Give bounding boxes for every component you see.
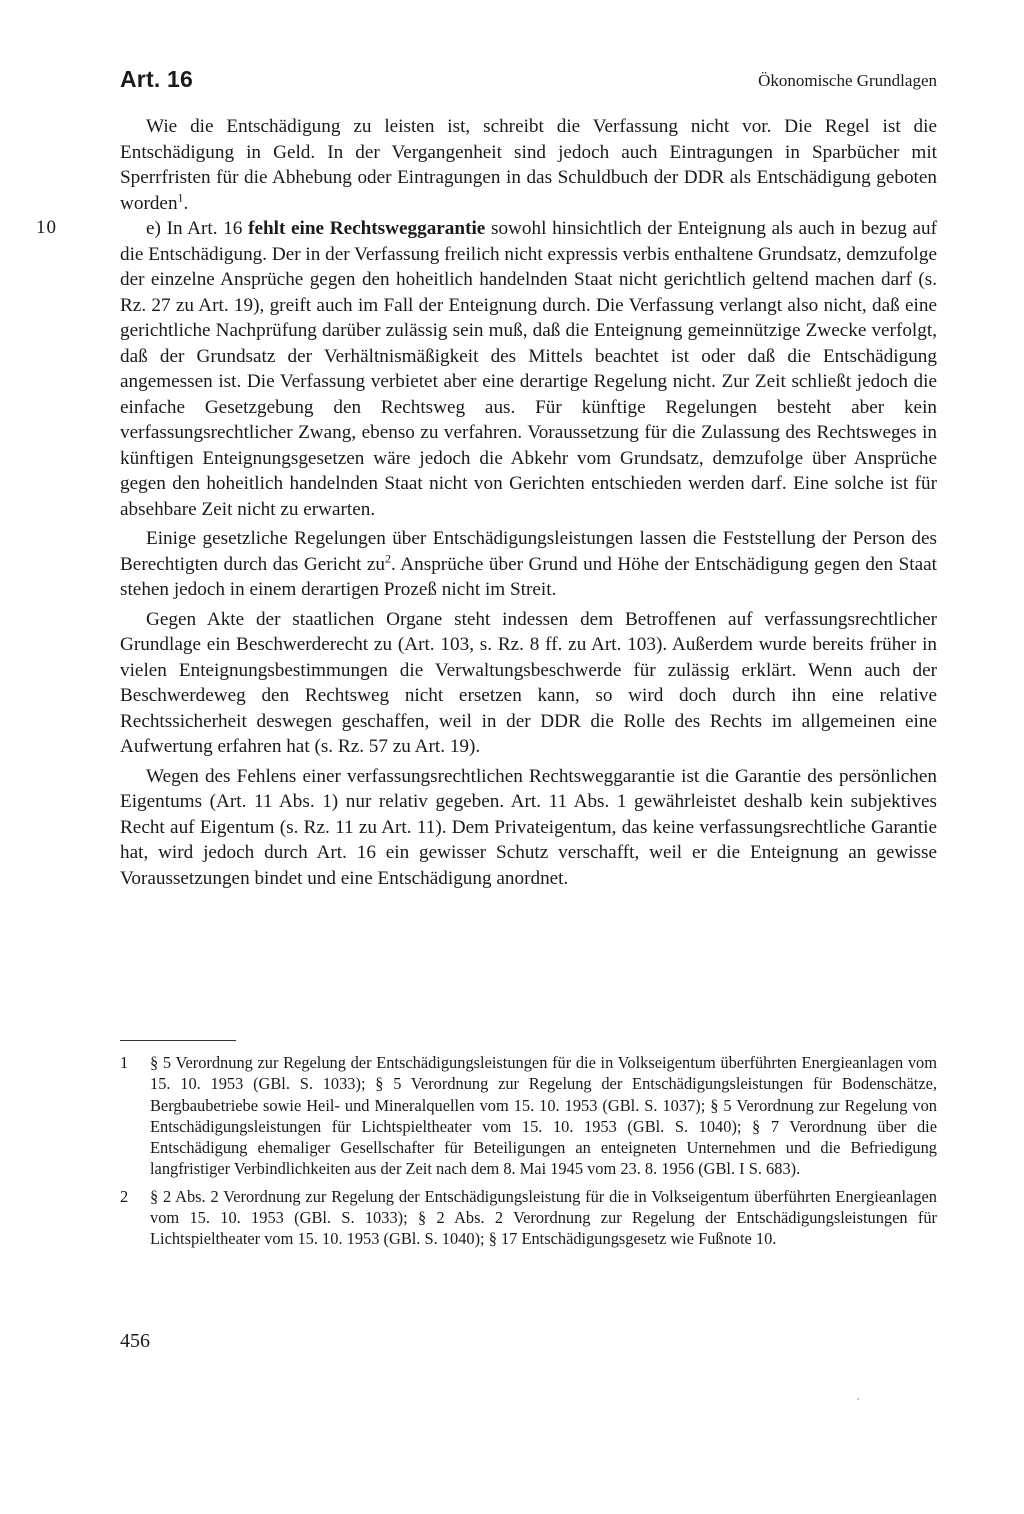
paragraph-legal-recourse [120, 216, 937, 522]
paragraph-lead: e) In Art. 16 [146, 218, 249, 239]
paragraph-court-determination [120, 526, 937, 603]
footnote-number: 2 [120, 1186, 129, 1206]
margin-number: 10 [36, 217, 57, 238]
main-text [36, 114, 938, 891]
footnote-2 [120, 1186, 937, 1250]
article-label: Art. 16 [120, 66, 193, 92]
paragraph-end: . [183, 192, 189, 214]
footnote-number: 1 [120, 1053, 129, 1072]
footnote-text: § 2 Abs. 2 Verordnung zur Regelung der Entschädigungsleistung für die in Volkseigentum überführten Energieanlagen vom 15. 10. 1953 (GBl. S. 1033); § 2 Abs. 2 Verordnung zur Regelung der Entschädigungsleistungen für Lichtspieltheater vom 15. 10. 1953 (GBl. S. 1040); § 17 Entschädigungsgesetz wie Fußnote 10. [150, 1186, 937, 1249]
footnote-reference: 2 [385, 551, 392, 566]
paragraph-property-guarantee: Wegen des Fehlens einer verfassungsrechtlichen Rechtsweggarantie ist die Garantie des persönlichen Eigentums (Art. 11 Abs. 1) nur relativ gegeben. Art. 11 Abs. 1 gewährleistet deshalb kein subjektives Recht auf Eigentum (s. Rz. 11 zu Art. 11). Dem Privateigentum, das keine verfassungsrechtliche Garantie hat, wird jedoch durch Art. 16 ein gewisser Schutz verschafft, weil er die Enteignung an gewisse Voraussetzungen bindet und eine Entschädigung anordnet. [120, 765, 937, 889]
paragraph-text: Einige gesetzliche Regelungen über Entschädigungsleistungen lassen die Feststellung der Person des Berechtigten durch das Gericht zu [120, 528, 937, 575]
paragraph-text: sowohl hinsichtlich der Enteignung als auch in bezug auf die Entschädigung. Der in der Verfassung freilich nicht expressis verbis enthaltene Grundsatz, demzufolge der einzelne Ansprüche gegen den hoheitlich handelnden Staat nicht gerichtlich geltend machen darf (s. Rz. 27 zu Art. 19), greift auch im Fall der Enteignung durch. Die Verfassung verlangt also nicht, daß eine gerichtliche Nachprüfung darüber zulässig sein muß, daß die Enteignung gemeinnützige Zwecke verfolgt, daß der Grundsatz der Verhältnismäßigkeit des Mittels beachtet ist oder daß die Entschädigung angemessen ist. Die Verfassung verbietet aber eine derartige Regelung nicht. Zur Zeit schließt jedoch die einfache Gesetzgebung den Rechtsweg aus. Für künftige Regelungen besteht aber kein verfassungsrechtlicher Zwang, ebenso zu verfahren. Voraussetzung für die Zulassung des Rechtsweges in künftigen Enteignungsgesetzen wäre jedoch die Abkehr vom Grundsatz, demzufolge über Ansprüche gegen den hoheitlich handelnden Staat nicht von Gerichten entschieden werden darf. Eine solche ist für absehbare Zeit nicht zu erwarten. [120, 218, 938, 520]
paragraph-compensation-form [120, 114, 937, 216]
footnote-text: § 5 Verordnung zur Regelung der Entschädigungsleistungen für die in Volkseigentum überführten Energieanlagen vom 15. 10. 1953 (GBl. S. 1033); § 5 Verordnung zur Regelung der Entschädigungsleistungen für Bodenschätze, Bergbaubetriebe sowie Heil- und Mineralquellen vom 15. 10. 1953 (GBl. S. 1037); § 5 Verordnung zur Regelung von Entschädigungsleistungen für Lichtspieltheater vom 15. 10. 1953 (GBl. S. 1040); § 7 Verordnung über die Entschädigung ehemaliger Gesellschafter für Beteiligungen an enteigneten Unternehmen und die Befriedigung langfristiger Verbindlichkeiten aus der Zeit nach dem 8. Mai 1945 vom 23. 8. 1956 (GBl. I S. 683). [150, 1053, 937, 1179]
scan-speck [857, 1398, 859, 1400]
footnote-reference: 1 [177, 190, 184, 205]
paragraph-text: Wie die Entschädigung zu leisten ist, schreibt die Verfassung nicht vor. Die Regel ist die Entschädigung in Geld. In der Vergangenheit sind jedoch auch Eintragungen in Sparbücher mit Sperrfristen für die Abhebung oder Eintragungen in das Schuldbuch der DDR als Entschädigung geboten worden [120, 116, 937, 214]
paragraph-legal-recourse-wrap [36, 216, 938, 522]
footnote-divider [120, 1040, 236, 1041]
paragraph-rest: . Ansprüche über Grund und Höhe der Entschädigung gegen den Staat stehen jedoch in einem derartigen Prozeß nicht im Streit. [120, 553, 937, 600]
running-header [120, 66, 937, 102]
footnote-1 [120, 1052, 937, 1180]
paragraph-complaint-right: Gegen Akte der staatlichen Organe steht indessen dem Betroffenen auf verfassungsrechtlicher Grundlage ein Beschwerderecht zu (Art. 103, s. Rz. 8 ff. zu Art. 103). Außerdem wurde bereits früher in vielen Enteignungsbestimmungen die Verwaltungsbeschwerde für zulässig erklärt. Wenn auch der Beschwerdeweg den Rechtsweg nicht ersetzen kann, so wird doch durch ihn eine relative Rechtssicherheit deswegen geschaffen, weil in der DDR die Rolle des Rechts im allgemeinen eine Aufwertung erfahren hat (s. Rz. 57 zu Art. 19). [120, 608, 937, 757]
section-title: Ökonomische Grundlagen [758, 71, 937, 90]
page-number: 456 [120, 1330, 150, 1352]
footnotes [120, 1052, 937, 1256]
emphasis-text: fehlt eine Rechtsweggarantie [248, 218, 486, 239]
